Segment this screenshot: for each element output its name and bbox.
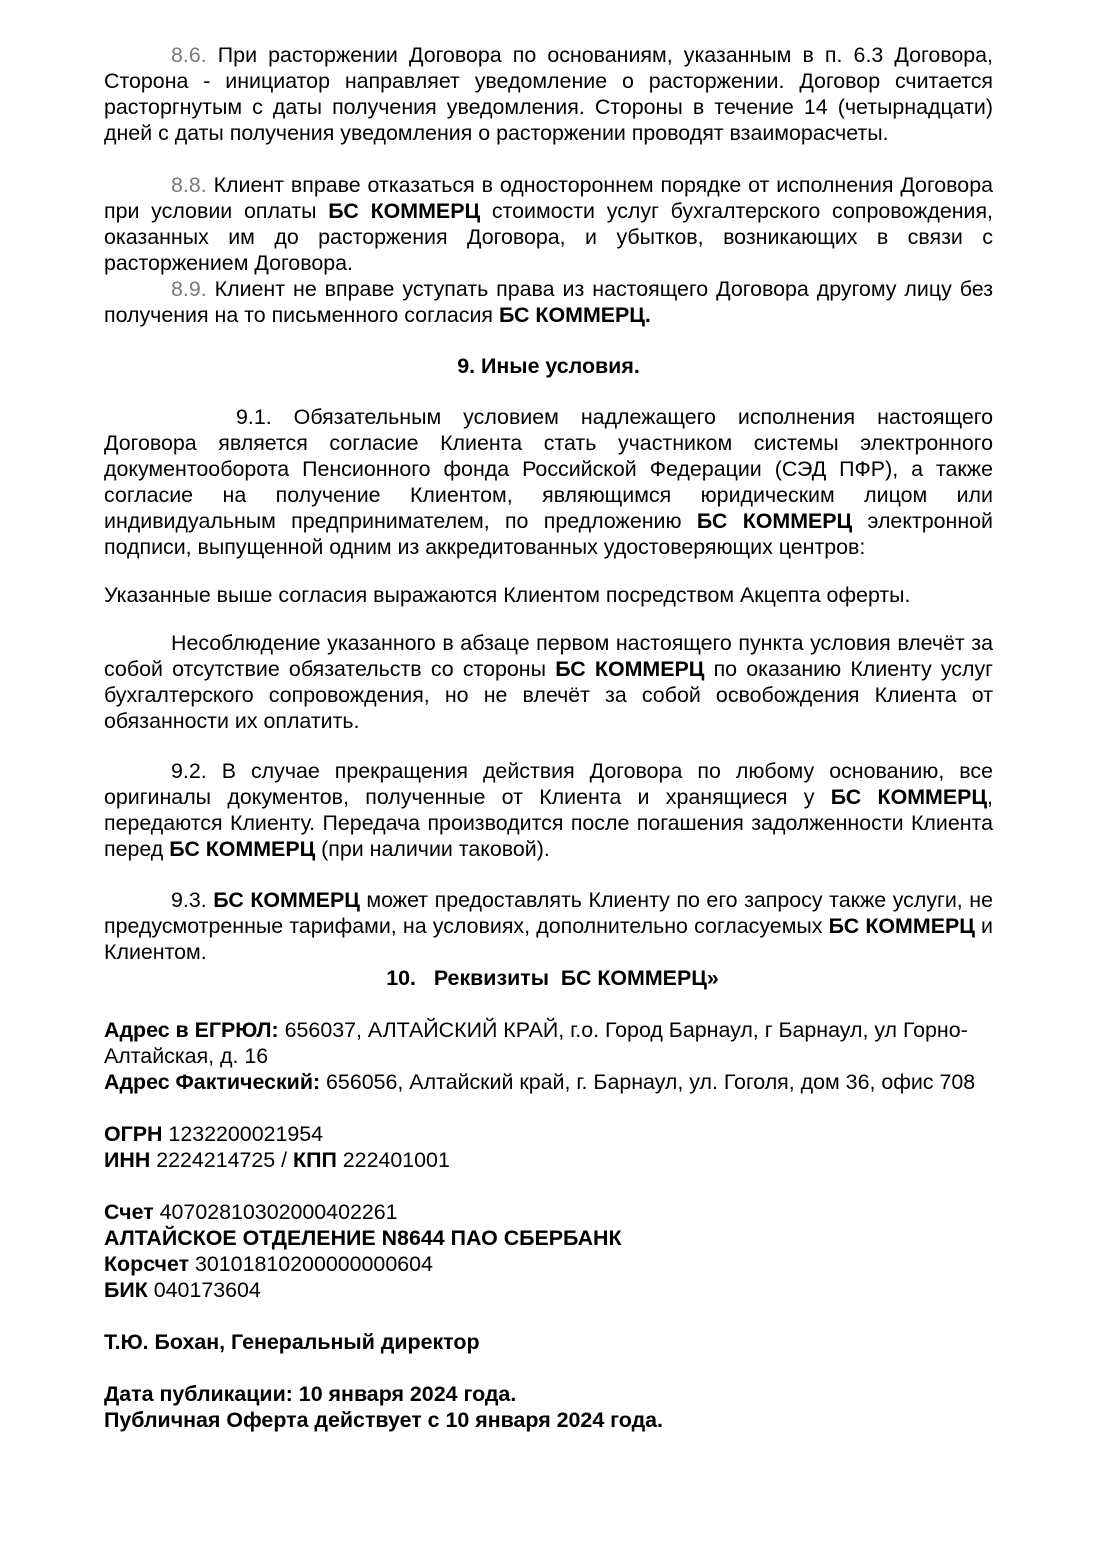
requisites-block [104,1017,993,1303]
kpp-value: 222401001 [336,1148,450,1172]
inn-label: ИНН [104,1148,151,1172]
bik-line [104,1277,993,1303]
nonobservance-text [104,630,993,734]
clause-text: , передаются Клиенту. Передача производится после погашения задолженности Клиента перед [104,785,993,861]
company-name: БС КОММЕРЦ [696,509,853,533]
clause-8-8 [104,172,993,276]
actual-address-label: Адрес Фактический: [104,1070,321,1094]
company-name: БС КОММЕРЦ. [498,303,651,327]
publication-date-text: Дата публикации: 10 января 2024 года. [104,1382,517,1406]
kpp-label: КПП [293,1148,337,1172]
clause-9-2 [104,758,993,862]
clause-text: по оказанию Клиенту услуг бухгалтерского сопровождения, но не влечёт за собой освобождения Клиента от обязанности их оплатить. [104,657,993,733]
company-name: БС КОММЕРЦ [328,199,481,223]
egrul-value: 656037, АЛТАЙСКИЙ КРАЙ, г.о. Город Барнаул, г Барнаул, ул Горно-Алтайская, д. 16 [104,1018,968,1068]
egrul-address [104,1017,993,1069]
ogrn-line [104,1121,993,1147]
clause-number: 8.6. [171,43,207,67]
company-name: БС КОММЕРЦ [169,837,316,861]
inn-kpp-line [104,1147,993,1173]
section-9-title: 9. Иные условия. [457,354,640,378]
actual-address [104,1069,993,1095]
section-10-title: 10. Реквизиты БС КОММЕРЦ» [386,966,719,990]
publication-date [104,1381,993,1407]
account-value: 40702810302000402261 [153,1200,398,1224]
corr-account-value: 30101810200000000604 [189,1252,433,1276]
signature-line [104,1329,993,1355]
account-label: Счет [104,1200,154,1224]
clause-text: стоимости услуг бухгалтерского сопровождения, оказанных им до расторжения Договора, и убытков, возникающих в связи с расторжением Договора. [104,199,993,275]
offer-validity [104,1407,993,1433]
clause-text: может предоставлять Клиенту по его запросу также услуги, не предусмотренные тарифами, на условиях, дополнительно согласуемых [104,888,993,938]
offer-validity-text: Публичная Оферта действует с 10 января 2024 года. [104,1408,663,1432]
ogrn-value: 1232200021954 [162,1122,324,1146]
clause-9-1 [104,404,993,560]
company-name: БС КОММЕРЦ [830,785,988,809]
clause-text: (при наличии таковой). [315,837,550,861]
clause-text: 9.3. [171,888,214,912]
clause-text: 9.2. В случае прекращения действия Договора по любому основанию, все оригиналы документов, полученные от Клиента и хранящиеся у [104,759,993,809]
inn-value: 2224214725 / [150,1148,294,1172]
clause-text: При расторжении Договора по основаниям, указанным в п. 6.3 Договора, Сторона - инициатор направляет уведомление о расторжении. Договор считается расторгнутым с даты получения уведомления. Стороны в течение 14 (четырнадцати) дней с даты получения уведомления о расторжении проводят взаиморасчеты. [104,43,993,145]
document-page [104,42,993,1433]
company-name: БС КОММЕРЦ [555,657,705,681]
clause-text: Клиент не вправе уступать права из настоящего Договора другому лицу без получения на то письменного согласия [104,277,993,327]
account-line [104,1199,993,1225]
company-name: БС КОММЕРЦ [828,914,975,938]
ogrn-label: ОГРН [104,1122,163,1146]
clause-text: и Клиентом. [104,914,993,964]
clause-number: 8.9. [171,277,207,301]
company-name: БС КОММЕРЦ [213,888,360,912]
signature-text: Т.Ю. Бохан, Генеральный директор [104,1330,480,1354]
corr-account-label: Корсчет [104,1252,190,1276]
bank-name-text: АЛТАЙСКОЕ ОТДЕЛЕНИЕ N8644 ПАО СБЕРБАНК [104,1226,622,1250]
bik-value: 040173604 [147,1278,261,1302]
egrul-label: Адрес в ЕГРЮЛ: [104,1018,279,1042]
clause-9-3 [104,887,993,965]
consent-text: Указанные выше согласия выражаются Клиентом посредством Акцепта оферты. [104,583,911,607]
bik-label: БИК [104,1278,148,1302]
clause-8-9 [104,276,993,328]
clause-number: 8.8. [171,173,207,197]
corr-account-line [104,1251,993,1277]
clause-text: Клиент вправе отказаться в одностороннем порядке от исполнения Договора при условии оплаты [104,173,993,223]
clause-text: Несоблюдение указанного в абзаце первом настоящего пункта условия влечёт за собой отсутствие обязательств со стороны [104,631,993,681]
actual-address-value: 656056, Алтайский край, г. Барнаул, ул. Гоголя, дом 36, офис 708 [320,1070,976,1094]
bank-name [104,1225,993,1251]
clause-text: 9.1. Обязательным условием надлежащего исполнения настоящего Договора является согласие Клиента стать участником системы электронного документооборота Пенсионного фонда Российской Федерации (СЭД ПФР), а также согласие на получение Клиентом, являющимся юридическим лицом или индивидуальным предпринимателем, по предложению [104,405,993,533]
clause-8-6 [104,42,993,146]
clause-text: электронной подписи, выпущенной одним из аккредитованных удостоверяющих центров: [104,509,993,559]
